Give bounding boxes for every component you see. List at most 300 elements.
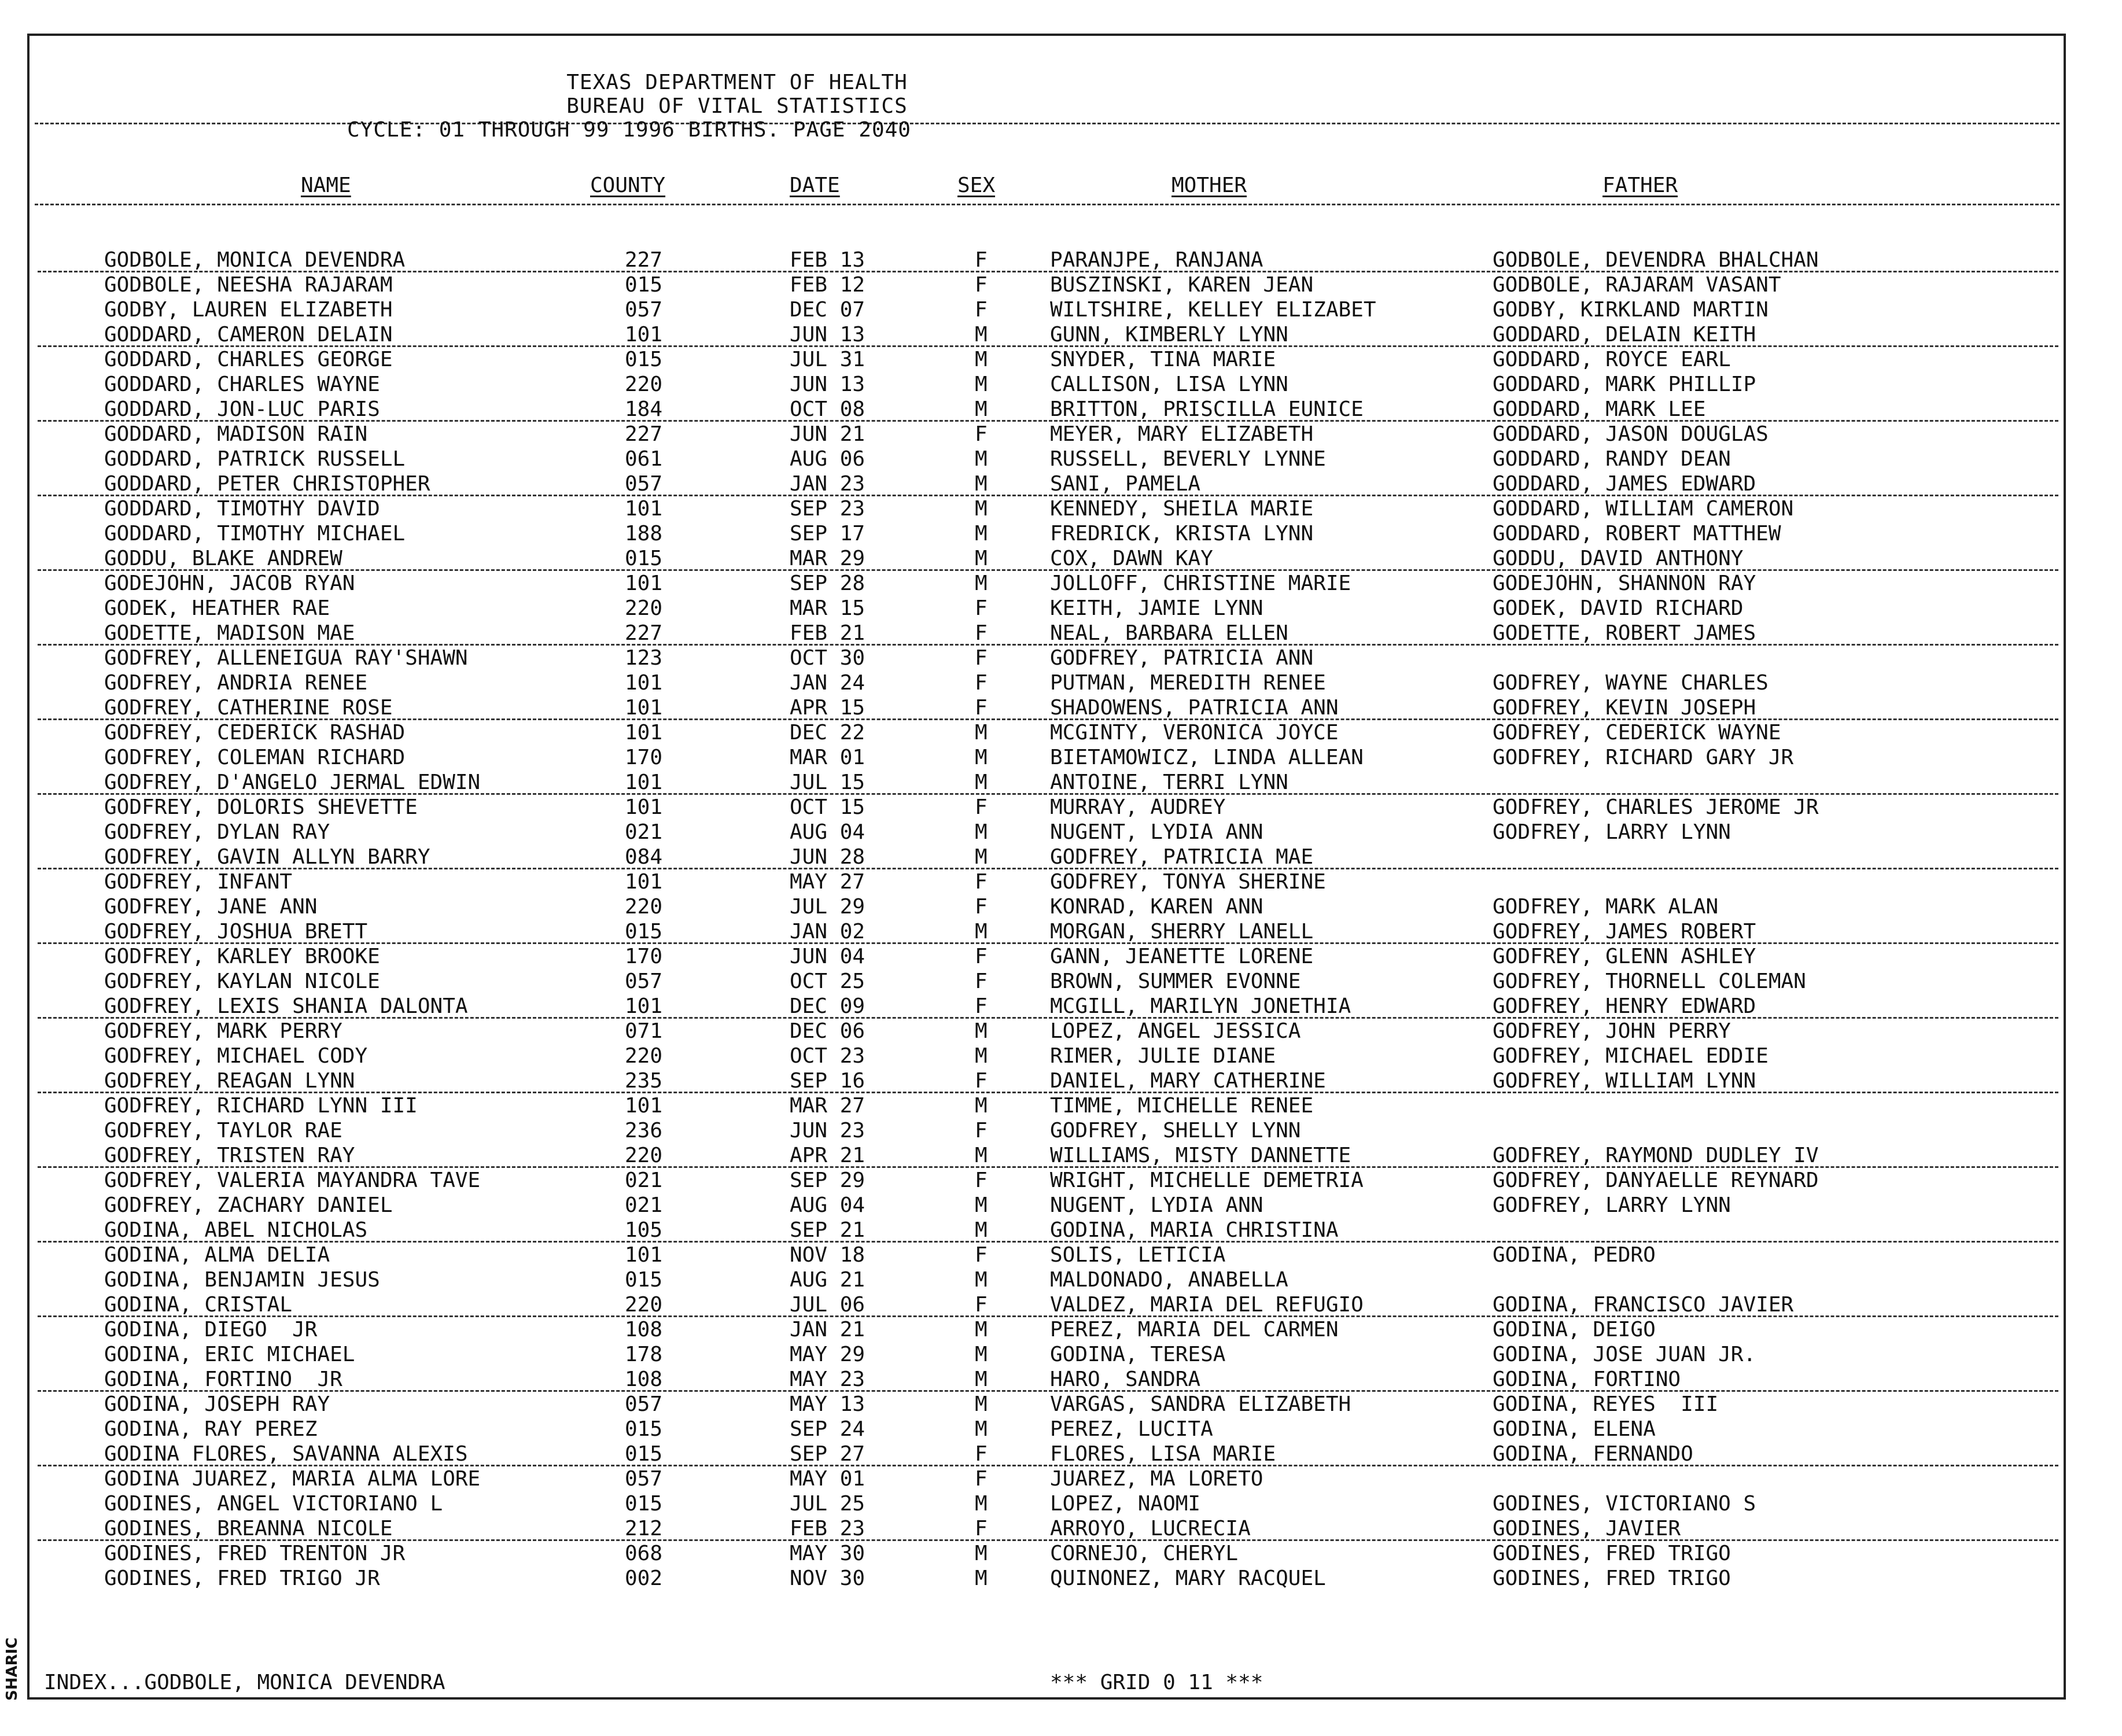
record-name: GODDU, BLAKE ANDREW [104, 547, 342, 570]
record-name: GODFREY, GAVIN ALLYN BARRY [104, 845, 430, 869]
record-mother: GODFREY, TONYA SHERINE [1050, 870, 1326, 894]
record-county: 068 [625, 1542, 663, 1565]
header-rule-top [35, 123, 2060, 124]
record-date: SEP 27 [790, 1442, 865, 1466]
record-row [0, 795, 2122, 820]
record-county: 235 [625, 1069, 663, 1093]
column-header-name: NAME [301, 174, 351, 197]
record-father: GODDARD, DELAIN KEITH [1493, 323, 1756, 347]
record-mother: PEREZ, MARIA DEL CARMEN [1050, 1318, 1339, 1341]
record-date: MAY 23 [790, 1368, 865, 1391]
record-row [0, 521, 2122, 546]
record-name: GODFREY, JANE ANN [104, 895, 318, 919]
record-county: 220 [625, 1144, 663, 1167]
record-sex: F [975, 298, 988, 322]
record-mother: SNYDER, TINA MARIE [1050, 348, 1276, 371]
record-date: FEB 23 [790, 1517, 865, 1540]
record-county: 101 [625, 1094, 663, 1118]
record-sex: F [975, 1069, 988, 1093]
record-date: OCT 25 [790, 970, 865, 993]
record-mother: GODFREY, PATRICIA MAE [1050, 845, 1314, 869]
record-name: GODFREY, JOSHUA BRETT [104, 920, 368, 943]
record-name: GODFREY, MARK PERRY [104, 1019, 342, 1043]
record-mother: RUSSELL, BEVERLY LYNNE [1050, 447, 1326, 471]
record-name: GODINA, ALMA DELIA [104, 1243, 330, 1267]
record-date: MAY 30 [790, 1542, 865, 1565]
record-father: GODBOLE, RAJARAM VASANT [1493, 273, 1781, 297]
record-row [0, 1267, 2122, 1292]
record-county: 101 [625, 497, 663, 521]
record-mother: VARGAS, SANDRA ELIZABETH [1050, 1392, 1351, 1416]
record-mother: KEITH, JAMIE LYNN [1050, 596, 1263, 620]
record-sex: M [975, 472, 988, 496]
record-sex: M [975, 1343, 988, 1366]
record-date: AUG 06 [790, 447, 865, 471]
record-father: GODFREY, MICHAEL EDDIE [1493, 1044, 1769, 1068]
record-father: GODFREY, RAYMOND DUDLEY IV [1493, 1144, 1819, 1167]
record-county: 101 [625, 1243, 663, 1267]
record-father: GODFREY, JOHN PERRY [1493, 1019, 1731, 1043]
record-father: GODDARD, JASON DOUGLAS [1493, 422, 1769, 446]
record-mother: CORNEJO, CHERYL [1050, 1542, 1239, 1565]
record-mother: TIMME, MICHELLE RENEE [1050, 1094, 1314, 1118]
record-mother: MCGILL, MARILYN JONETHIA [1050, 994, 1351, 1018]
record-county: 057 [625, 298, 663, 322]
record-name: GODDARD, PETER CHRISTOPHER [104, 472, 430, 496]
record-county: 101 [625, 795, 663, 819]
record-mother: MALDONADO, ANABELLA [1050, 1268, 1288, 1292]
record-father: GODBOLE, DEVENDRA BHALCHAN [1493, 248, 1819, 272]
record-county: 123 [625, 646, 663, 670]
record-county: 220 [625, 596, 663, 620]
record-father: GODINES, JAVIER [1493, 1517, 1681, 1540]
record-mother: QUINONEZ, MARY RACQUEL [1050, 1567, 1326, 1590]
record-sex: M [975, 447, 988, 471]
record-county: 015 [625, 273, 663, 297]
record-name: GODFREY, INFANT [104, 870, 293, 894]
record-row [0, 422, 2122, 447]
record-county: 015 [625, 1492, 663, 1516]
record-row [0, 1392, 2122, 1417]
record-row [0, 1143, 2122, 1168]
record-sex: F [975, 621, 988, 645]
record-sex: M [975, 323, 988, 347]
record-row [0, 1541, 2122, 1566]
record-mother: BIETAMOWICZ, LINDA ALLEAN [1050, 746, 1364, 769]
record-row [0, 1093, 2122, 1118]
record-county: 015 [625, 348, 663, 371]
record-county: 227 [625, 621, 663, 645]
record-father: GODDARD, JAMES EDWARD [1493, 472, 1756, 496]
record-county: 057 [625, 1467, 663, 1491]
record-row [0, 1566, 2122, 1591]
record-row [0, 1068, 2122, 1093]
record-father: GODDARD, MARK PHILLIP [1493, 373, 1756, 396]
record-county: 015 [625, 1268, 663, 1292]
record-mother: NUGENT, LYDIA ANN [1050, 820, 1263, 844]
record-county: 057 [625, 970, 663, 993]
record-row [0, 1118, 2122, 1143]
record-sex: F [975, 1169, 988, 1192]
record-sex: M [975, 1144, 988, 1167]
record-county: 101 [625, 870, 663, 894]
record-father: GODEJOHN, SHANNON RAY [1493, 572, 1756, 595]
record-date: DEC 22 [790, 721, 865, 744]
record-father: GODINA, FERNANDO [1493, 1442, 1693, 1466]
record-mother: SANI, PAMELA [1050, 472, 1201, 496]
record-name: GODINES, BREANNA NICOLE [104, 1517, 393, 1540]
record-name: GODFREY, CEDERICK RASHAD [104, 721, 406, 744]
record-mother: KONRAD, KAREN ANN [1050, 895, 1263, 919]
record-name: GODEJOHN, JACOB RYAN [104, 572, 355, 595]
record-date: OCT 23 [790, 1044, 865, 1068]
record-date: FEB 21 [790, 621, 865, 645]
record-father: GODFREY, THORNELL COLEMAN [1493, 970, 1806, 993]
record-row [0, 1193, 2122, 1218]
record-date: MAY 29 [790, 1343, 865, 1366]
record-father: GODFREY, LARRY LYNN [1493, 1193, 1731, 1217]
record-mother: FLORES, LISA MARIE [1050, 1442, 1276, 1466]
record-date: DEC 06 [790, 1019, 865, 1043]
record-sex: M [975, 522, 988, 546]
record-sex: M [975, 1368, 988, 1391]
record-mother: MCGINTY, VERONICA JOYCE [1050, 721, 1339, 744]
record-county: 220 [625, 1044, 663, 1068]
record-mother: GANN, JEANETTE LORENE [1050, 945, 1314, 968]
record-date: JAN 02 [790, 920, 865, 943]
record-date: JAN 21 [790, 1318, 865, 1341]
record-county: 170 [625, 746, 663, 769]
record-county: 108 [625, 1318, 663, 1341]
record-row [0, 695, 2122, 720]
record-date: JUN 13 [790, 373, 865, 396]
record-mother: NUGENT, LYDIA ANN [1050, 1193, 1263, 1217]
record-row [0, 869, 2122, 894]
record-county: 227 [625, 422, 663, 446]
record-row [0, 820, 2122, 845]
record-row [0, 1442, 2122, 1466]
record-sex: M [975, 348, 988, 371]
record-mother: GUNN, KIMBERLY LYNN [1050, 323, 1288, 347]
record-sex: M [975, 547, 988, 570]
record-mother: RIMER, JULIE DIANE [1050, 1044, 1276, 1068]
record-row [0, 496, 2122, 521]
record-name: GODINA, FORTINO JR [104, 1368, 342, 1391]
record-name: GODINA FLORES, SAVANNA ALEXIS [104, 1442, 468, 1466]
record-row [0, 1243, 2122, 1267]
record-row [0, 1417, 2122, 1442]
record-father: GODDARD, MARK LEE [1493, 397, 1706, 421]
record-date: MAR 27 [790, 1094, 865, 1118]
record-mother: LOPEZ, NAOMI [1050, 1492, 1201, 1516]
record-mother: MEYER, MARY ELIZABETH [1050, 422, 1314, 446]
record-name: GODDARD, JON-LUC PARIS [104, 397, 380, 421]
record-row [0, 894, 2122, 919]
record-sex: F [975, 422, 988, 446]
record-sex: F [975, 1467, 988, 1491]
record-father: GODFREY, WAYNE CHARLES [1493, 671, 1769, 695]
record-sex: F [975, 1517, 988, 1540]
record-row [0, 471, 2122, 496]
record-mother: FREDRICK, KRISTA LYNN [1050, 522, 1314, 546]
record-name: GODFREY, KARLEY BROOKE [104, 945, 380, 968]
record-date: JUN 04 [790, 945, 865, 968]
record-row [0, 1019, 2122, 1044]
record-mother: GODINA, TERESA [1050, 1343, 1226, 1366]
record-county: 021 [625, 1193, 663, 1217]
record-father: GODETTE, ROBERT JAMES [1493, 621, 1756, 645]
record-name: GODFREY, D'ANGELO JERMAL EDWIN [104, 771, 481, 794]
record-mother: BRITTON, PRISCILLA EUNICE [1050, 397, 1364, 421]
record-father: GODINA, FORTINO [1493, 1368, 1681, 1391]
record-county: 184 [625, 397, 663, 421]
record-father: GODDARD, ROBERT MATTHEW [1493, 522, 1781, 546]
record-sex: F [975, 870, 988, 894]
record-row [0, 1516, 2122, 1541]
record-father: GODFREY, CHARLES JEROME JR [1493, 795, 1819, 819]
record-sex: M [975, 1268, 988, 1292]
record-row [0, 1317, 2122, 1342]
record-date: MAR 29 [790, 547, 865, 570]
record-mother: JUAREZ, MA LORETO [1050, 1467, 1263, 1491]
column-header-father: FATHER [1602, 174, 1678, 197]
record-date: SEP 28 [790, 572, 865, 595]
record-sex: F [975, 248, 988, 272]
record-row [0, 1466, 2122, 1491]
record-date: SEP 17 [790, 522, 865, 546]
record-name: GODFREY, TAYLOR RAE [104, 1119, 342, 1142]
record-father: GODFREY, KEVIN JOSEPH [1493, 696, 1756, 720]
record-father: GODFREY, GLENN ASHLEY [1493, 945, 1756, 968]
record-mother: WILLIAMS, MISTY DANNETTE [1050, 1144, 1351, 1167]
record-name: GODFREY, CATHERINE ROSE [104, 696, 393, 720]
record-row [0, 322, 2122, 347]
record-sex: M [975, 1492, 988, 1516]
record-mother: MORGAN, SHERRY LANELL [1050, 920, 1314, 943]
record-row [0, 297, 2122, 322]
record-name: GODFREY, DYLAN RAY [104, 820, 330, 844]
record-father: GODINA, PEDRO [1493, 1243, 1656, 1267]
record-row [0, 596, 2122, 621]
record-sex: M [975, 1392, 988, 1416]
record-row [0, 745, 2122, 770]
record-date: FEB 12 [790, 273, 865, 297]
record-name: GODETTE, MADISON MAE [104, 621, 355, 645]
record-mother: PARANJPE, RANJANA [1050, 248, 1263, 272]
record-county: 057 [625, 472, 663, 496]
record-name: GODFREY, MICHAEL CODY [104, 1044, 368, 1068]
record-date: APR 15 [790, 696, 865, 720]
record-date: SEP 23 [790, 497, 865, 521]
header-rule-bottom [35, 204, 2060, 205]
record-sex: F [975, 795, 988, 819]
record-county: 178 [625, 1343, 663, 1366]
record-date: APR 21 [790, 1144, 865, 1167]
record-father: GODFREY, HENRY EDWARD [1493, 994, 1756, 1018]
record-mother: ANTOINE, TERRI LYNN [1050, 771, 1288, 794]
record-county: 101 [625, 771, 663, 794]
side-label: SHARIC [3, 1637, 21, 1701]
record-sex: F [975, 895, 988, 919]
record-row [0, 919, 2122, 944]
record-mother: CALLISON, LISA LYNN [1050, 373, 1288, 396]
record-county: 101 [625, 323, 663, 347]
record-date: JUL 15 [790, 771, 865, 794]
record-date: DEC 07 [790, 298, 865, 322]
record-date: MAR 01 [790, 746, 865, 769]
record-row [0, 1367, 2122, 1392]
record-sex: M [975, 920, 988, 943]
record-mother: MURRAY, AUDREY [1050, 795, 1226, 819]
record-row [0, 944, 2122, 969]
record-sex: F [975, 1243, 988, 1267]
record-mother: VALDEZ, MARIA DEL REFUGIO [1050, 1293, 1364, 1317]
record-sex: M [975, 1542, 988, 1565]
record-row [0, 397, 2122, 422]
record-father: GODINES, FRED TRIGO [1493, 1567, 1731, 1590]
record-date: JUN 28 [790, 845, 865, 869]
record-mother: WRIGHT, MICHELLE DEMETRIA [1050, 1169, 1364, 1192]
record-date: JUN 23 [790, 1119, 865, 1142]
record-county: 220 [625, 895, 663, 919]
record-mother: WILTSHIRE, KELLEY ELIZABET [1050, 298, 1376, 322]
record-name: GODINA, RAY PEREZ [104, 1417, 318, 1441]
record-name: GODDARD, CAMERON DELAIN [104, 323, 393, 347]
record-county: 101 [625, 721, 663, 744]
record-date: JAN 23 [790, 472, 865, 496]
record-name: GODDARD, MADISON RAIN [104, 422, 368, 446]
record-name: GODINA JUAREZ, MARIA ALMA LORE [104, 1467, 481, 1491]
record-county: 212 [625, 1517, 663, 1540]
record-sex: F [975, 646, 988, 670]
record-name: GODINA, ABEL NICHOLAS [104, 1218, 368, 1242]
record-sex: F [975, 1293, 988, 1317]
record-county: 220 [625, 373, 663, 396]
record-county: 170 [625, 945, 663, 968]
record-row [0, 1044, 2122, 1068]
header-department: TEXAS DEPARTMENT OF HEALTH [566, 71, 908, 94]
column-header-sex: SEX [957, 174, 996, 197]
record-county: 015 [625, 547, 663, 570]
record-date: OCT 15 [790, 795, 865, 819]
record-date: OCT 08 [790, 397, 865, 421]
record-mother: SOLIS, LETICIA [1050, 1243, 1226, 1267]
record-county: 108 [625, 1368, 663, 1391]
record-mother: NEAL, BARBARA ELLEN [1050, 621, 1288, 645]
record-father: GODINA, FRANCISCO JAVIER [1493, 1293, 1794, 1317]
record-name: GODINA, BENJAMIN JESUS [104, 1268, 380, 1292]
header-cycle: CYCLE: 01 THROUGH 99 1996 BIRTHS. PAGE 2040 [347, 118, 911, 142]
record-father: GODFREY, LARRY LYNN [1493, 820, 1731, 844]
record-row [0, 969, 2122, 994]
record-county: 236 [625, 1119, 663, 1142]
record-row [0, 347, 2122, 372]
record-date: NOV 18 [790, 1243, 865, 1267]
record-county: 084 [625, 845, 663, 869]
record-date: NOV 30 [790, 1567, 865, 1590]
record-row [0, 1342, 2122, 1367]
record-date: SEP 21 [790, 1218, 865, 1242]
record-mother: PUTMAN, MEREDITH RENEE [1050, 671, 1326, 695]
record-father: GODDARD, WILLIAM CAMERON [1493, 497, 1794, 521]
record-name: GODDARD, CHARLES WAYNE [104, 373, 380, 396]
record-row [0, 1491, 2122, 1516]
record-father: GODFREY, MARK ALAN [1493, 895, 1719, 919]
record-date: JAN 24 [790, 671, 865, 695]
record-father: GODDU, DAVID ANTHONY [1493, 547, 1744, 570]
record-date: JUL 29 [790, 895, 865, 919]
record-date: AUG 21 [790, 1268, 865, 1292]
record-date: OCT 30 [790, 646, 865, 670]
record-sex: M [975, 845, 988, 869]
record-county: 220 [625, 1293, 663, 1317]
record-date: SEP 24 [790, 1417, 865, 1441]
column-header-county: COUNTY [590, 174, 666, 197]
record-sex: M [975, 721, 988, 744]
record-name: GODFREY, ANDRIA RENEE [104, 671, 368, 695]
record-date: MAY 13 [790, 1392, 865, 1416]
record-county: 021 [625, 820, 663, 844]
record-mother: BUSZINSKI, KAREN JEAN [1050, 273, 1314, 297]
record-mother: PEREZ, LUCITA [1050, 1417, 1213, 1441]
record-father: GODINES, FRED TRIGO [1493, 1542, 1731, 1565]
record-sex: M [975, 1193, 988, 1217]
record-county: 105 [625, 1218, 663, 1242]
record-name: GODFREY, COLEMAN RICHARD [104, 746, 406, 769]
record-name: GODFREY, ALLENEIGUA RAY'SHAWN [104, 646, 468, 670]
record-row [0, 272, 2122, 297]
record-name: GODINA, DIEGO JR [104, 1318, 318, 1341]
record-sex: M [975, 1044, 988, 1068]
record-father: GODINA, ELENA [1493, 1417, 1656, 1441]
record-row [0, 546, 2122, 571]
record-date: JUL 31 [790, 348, 865, 371]
record-row [0, 1218, 2122, 1243]
record-name: GODEK, HEATHER RAE [104, 596, 330, 620]
record-name: GODFREY, TRISTEN RAY [104, 1144, 355, 1167]
record-sex: F [975, 1119, 988, 1142]
record-mother: JOLLOFF, CHRISTINE MARIE [1050, 572, 1351, 595]
record-mother: HARO, SANDRA [1050, 1368, 1201, 1391]
record-father: GODINES, VICTORIANO S [1493, 1492, 1756, 1516]
record-name: GODBOLE, MONICA DEVENDRA [104, 248, 406, 272]
record-sex: F [975, 273, 988, 297]
record-county: 101 [625, 994, 663, 1018]
record-county: 057 [625, 1392, 663, 1416]
record-date: JUN 21 [790, 422, 865, 446]
record-row [0, 646, 2122, 670]
record-date: AUG 04 [790, 1193, 865, 1217]
record-father: GODFREY, JAMES ROBERT [1493, 920, 1756, 943]
record-row [0, 1168, 2122, 1193]
record-sex: F [975, 970, 988, 993]
record-father: GODFREY, RICHARD GARY JR [1493, 746, 1794, 769]
record-mother: KENNEDY, SHEILA MARIE [1050, 497, 1314, 521]
record-date: FEB 13 [790, 248, 865, 272]
record-name: GODFREY, VALERIA MAYANDRA TAVE [104, 1169, 481, 1192]
record-father: GODDARD, RANDY DEAN [1493, 447, 1731, 471]
record-date: SEP 16 [790, 1069, 865, 1093]
record-mother: BROWN, SUMMER EVONNE [1050, 970, 1301, 993]
record-mother: LOPEZ, ANGEL JESSICA [1050, 1019, 1301, 1043]
record-mother: DANIEL, MARY CATHERINE [1050, 1069, 1326, 1093]
record-name: GODFREY, RICHARD LYNN III [104, 1094, 418, 1118]
record-row [0, 1292, 2122, 1317]
record-date: JUL 25 [790, 1492, 865, 1516]
record-name: GODFREY, REAGAN LYNN [104, 1069, 355, 1093]
record-name: GODFREY, ZACHARY DANIEL [104, 1193, 393, 1217]
record-row [0, 248, 2122, 272]
